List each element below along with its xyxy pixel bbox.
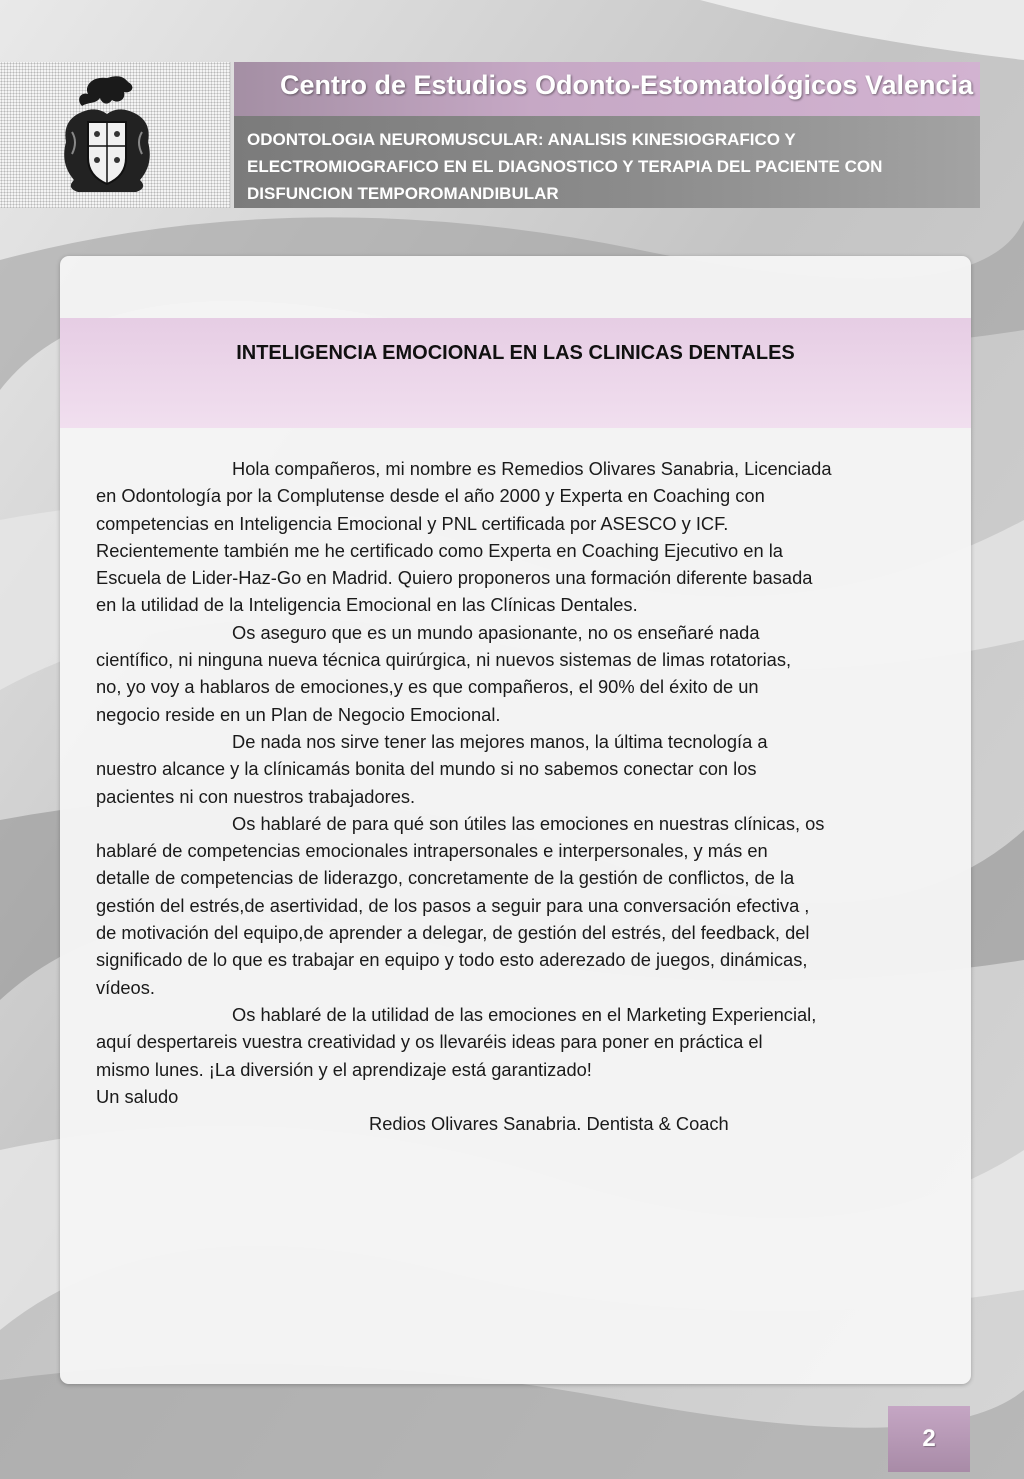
body-line: pacientes ni con nuestros trabajadores. bbox=[96, 785, 416, 807]
body-line: negocio reside en un Plan de Negocio Emocional. bbox=[96, 703, 501, 725]
logo-panel bbox=[0, 62, 231, 208]
body-line: Os hablaré de la utilidad de las emociones en el Marketing Experiencial, bbox=[232, 1003, 817, 1025]
body-line: mismo lunes. ¡La diversión y el aprendizaje está garantizado! bbox=[96, 1058, 592, 1080]
body-line: Os aseguro que es un mundo apasionante, no os enseñaré nada bbox=[232, 621, 760, 643]
body-line: De nada nos sirve tener las mejores manos, la última tecnología a bbox=[232, 730, 768, 752]
body-line: detalle de competencias de liderazgo, concretamente de la gestión de conflictos, de la bbox=[96, 867, 795, 889]
body-line: en la utilidad de la Inteligencia Emocional en las Clínicas Dentales. bbox=[96, 594, 638, 616]
body-line: Un saludo bbox=[96, 1085, 179, 1107]
body-line: hablaré de competencias emocionales intrapersonales e interpersonales, y más en bbox=[96, 840, 768, 862]
page-number-badge: 2 bbox=[888, 1406, 970, 1472]
body-line: Hola compañeros, mi nombre es Remedios Olivares Sanabria, Licenciada bbox=[232, 458, 832, 479]
body-line: competencias en Inteligencia Emocional y PNL certificada por ASESCO y ICF. bbox=[96, 512, 729, 534]
section-heading: INTELIGENCIA EMOCIONAL EN LAS CLINICAS DENTALES bbox=[236, 342, 795, 364]
body-line: significado de lo que es trabajar en equipo y todo esto aderezado de juegos, dinámicas, bbox=[96, 949, 808, 971]
body-line: vídeos. bbox=[96, 976, 155, 998]
section-heading-band bbox=[60, 318, 971, 428]
heraldic-crest-icon bbox=[52, 72, 162, 198]
body-line: Os hablaré de para qué son útiles las emociones en nuestras clínicas, os bbox=[232, 812, 825, 834]
body-line: de motivación del equipo,de aprender a delegar, de gestión del estrés, del feedback, del bbox=[96, 922, 810, 944]
header-subtitle-bar bbox=[234, 116, 980, 208]
content-card bbox=[60, 256, 971, 1384]
article-body bbox=[96, 455, 936, 1137]
page-title: Centro de Estudios Odonto-Estomatológicos Valencia bbox=[280, 70, 974, 100]
body-line: científico, ni ninguna nueva técnica quirúrgica, ni nuevos sistemas de limas rotatorias, bbox=[96, 649, 792, 671]
body-line: gestión del estrés,de asertividad, de los pasos a seguir para una conversación efectiva , bbox=[96, 894, 810, 916]
page-subtitle: ODONTOLOGIA NEUROMUSCULAR: ANALISIS KINESIOGRAFICO Y ELECTROMIOGRAFICO EN EL DIAGNOSTICO Y TERAPIA DEL PACIENTE CON DISFUNCION TEMPOROMANDIBULAR bbox=[247, 130, 883, 203]
body-line: nuestro alcance y la clínicamás bonita del mundo si no sabemos conectar con los bbox=[96, 758, 757, 780]
signature-line: Redios Olivares Sanabria. Dentista & Coach bbox=[369, 1113, 729, 1135]
body-line: en Odontología por la Complutense desde el año 2000 y Experta en Coaching con bbox=[96, 485, 765, 507]
header-title-bar bbox=[234, 62, 980, 116]
body-line: Recientemente también me he certificado como Experta en Coaching Ejecutivo en la bbox=[96, 539, 783, 561]
body-line: no, yo voy a hablaros de emociones,y es que compañeros, el 90% del éxito de un bbox=[96, 676, 759, 698]
body-line: aquí despertareis vuestra creatividad y os llevaréis ideas para poner en práctica el bbox=[96, 1031, 763, 1053]
body-line: Escuela de Lider-Haz-Go en Madrid. Quiero proponeros una formación diferente basada bbox=[96, 567, 813, 589]
